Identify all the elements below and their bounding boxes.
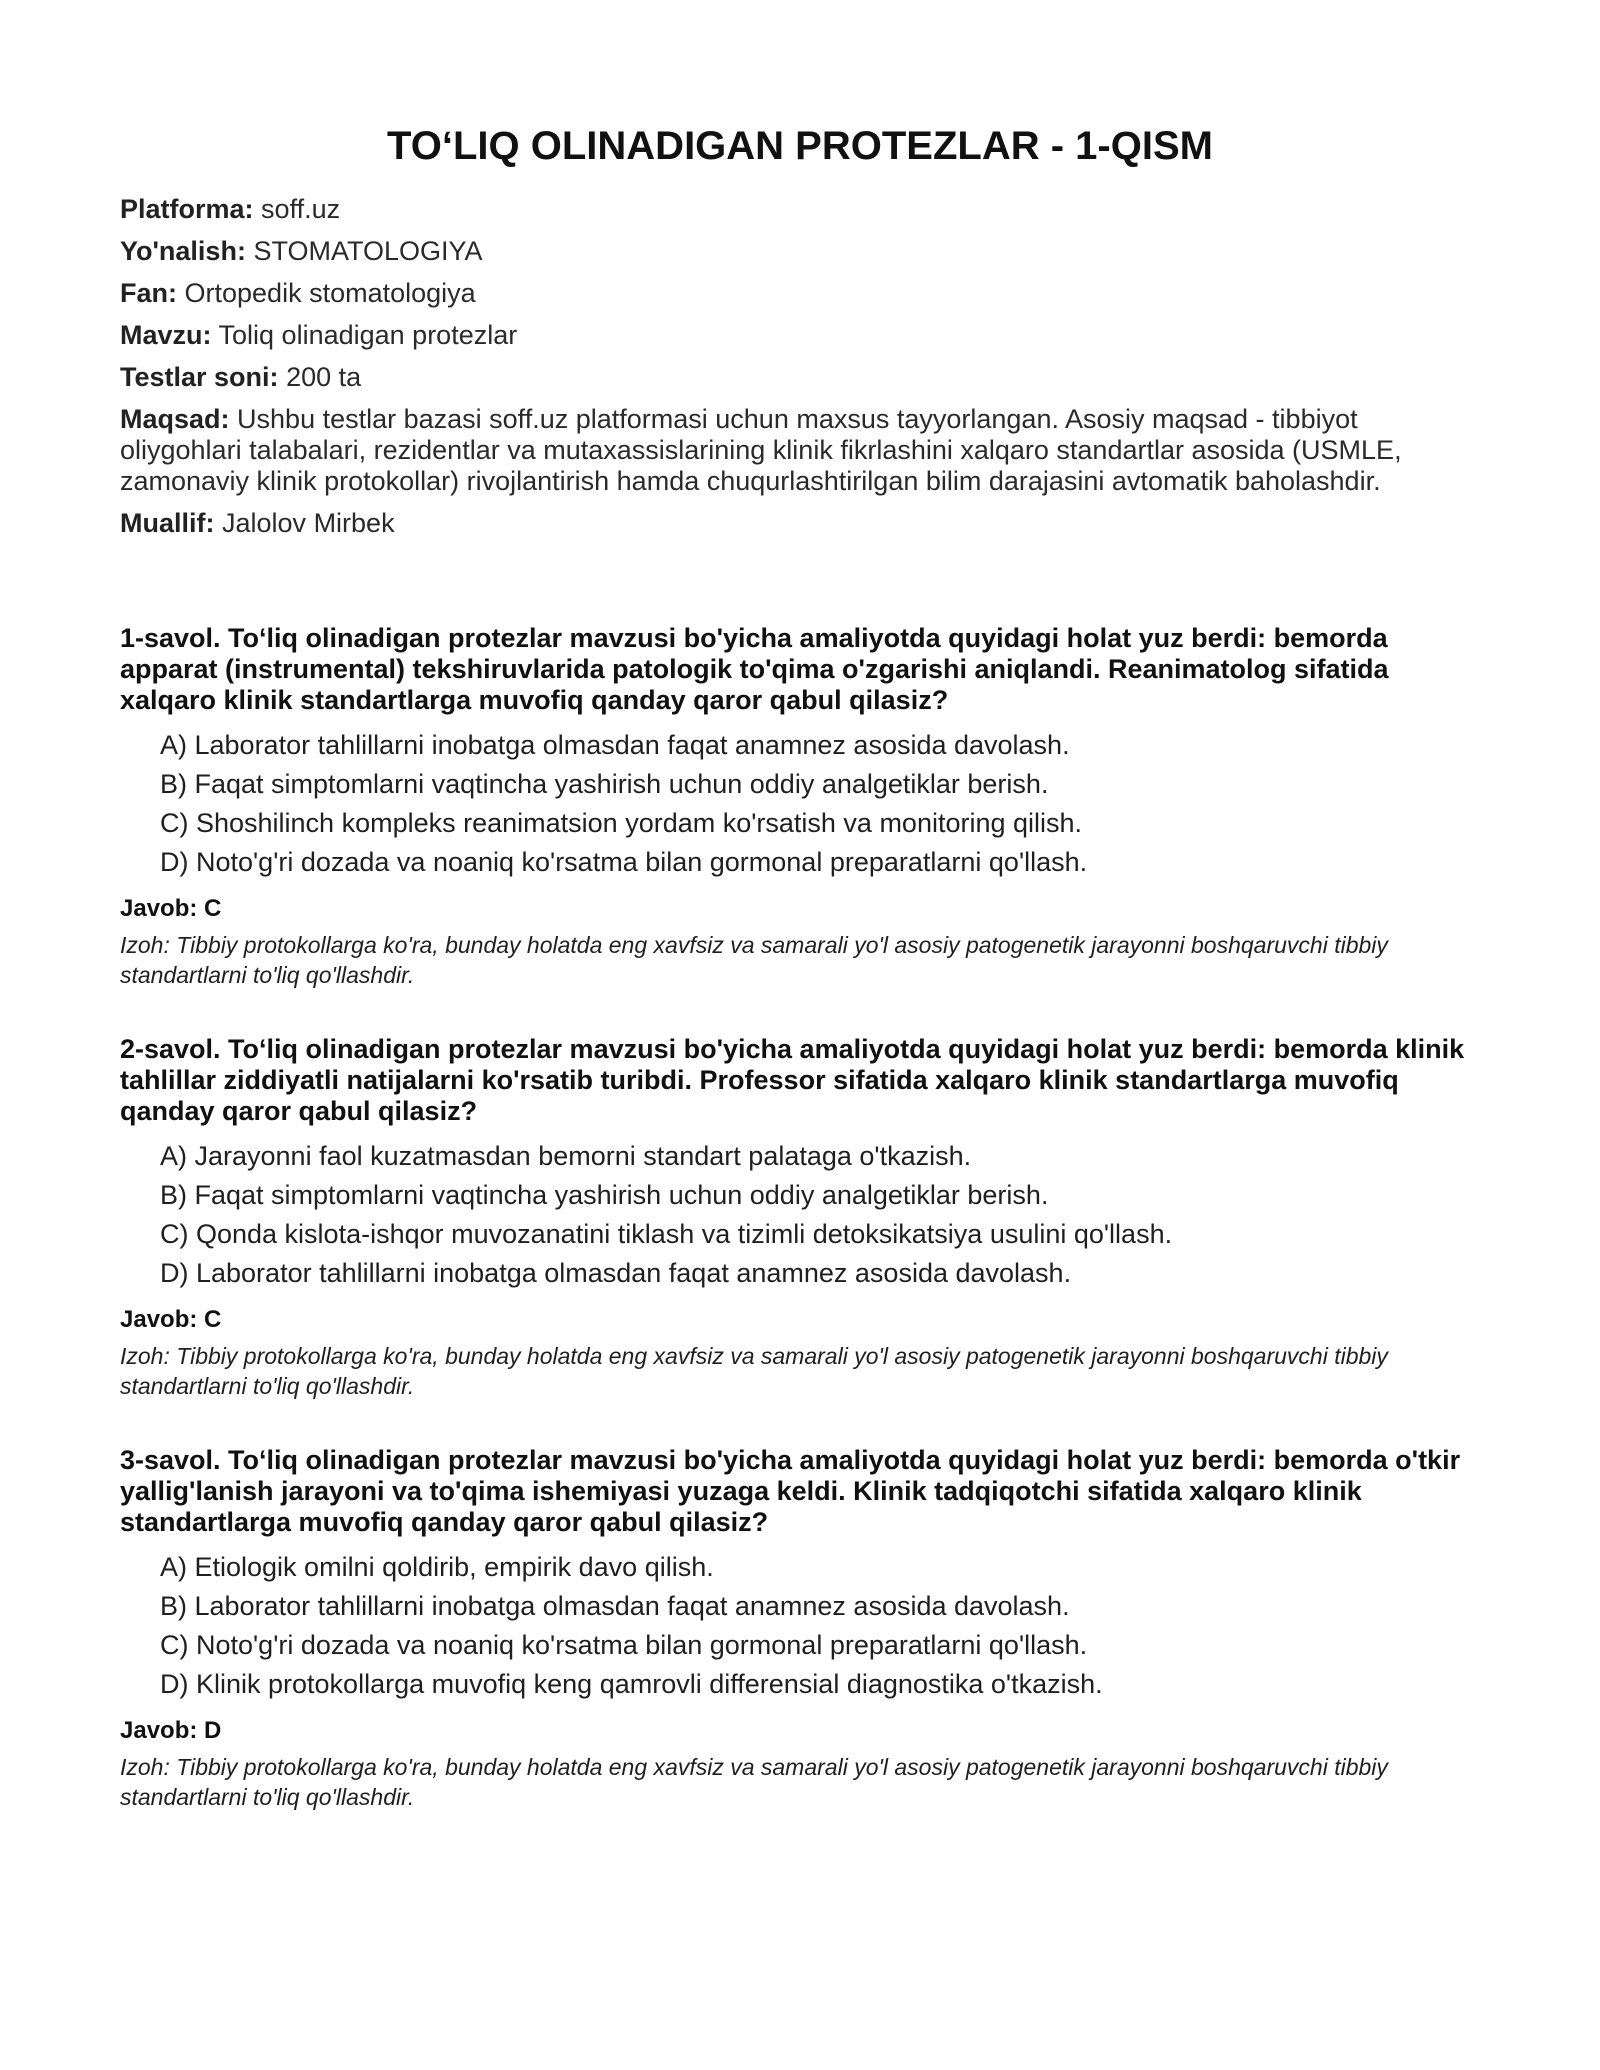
- explanation: Izoh: Tibbiy protokollarga ko'ra, bunday holatda eng xavfsiz va samarali yo'l asosiy patogenetik jarayonni boshqaruvchi tibbiy standartlarni to'liq qo'llashdir.: [120, 932, 1388, 988]
- option-d: D) Klinik protokollarga muvofiq keng qamrovli differensial diagnostika o'tkazish.: [160, 1669, 1103, 1699]
- meta-testlar-soni: [120, 362, 1480, 393]
- answer-options: [120, 1548, 1480, 1704]
- explanation: Izoh: Tibbiy protokollarga ko'ra, bunday holatda eng xavfsiz va samarali yo'l asosiy patogenetik jarayonni boshqaruvchi tibbiy standartlarni to'liq qo'llashdir.: [120, 1343, 1388, 1399]
- option-b: B) Laborator tahlillarni inobatga olmasdan faqat anamnez asosida davolash.: [160, 1591, 1070, 1621]
- answer-key: Javob: D: [120, 1717, 222, 1744]
- meta-maqsad: [120, 404, 1480, 497]
- option-a: A) Etiologik omilni qoldirib, empirik davo qilish.: [160, 1552, 714, 1582]
- question-text: 1-savol. To‘liq olinadigan protezlar mavzusi bo'yicha amaliyotda quyidagi holat yuz berdi: bemorda apparat (instrumental) tekshiruvlarida patologik to'qima o'zgarishi aniqlandi. Reanimatolog sifatida xalqaro klinik standartlarga muvofiq qanday qaror qabul qilasiz?: [120, 623, 1389, 715]
- document-metadata: [120, 194, 1480, 539]
- meta-value: STOMATOLOGIYA: [253, 236, 483, 266]
- question-text: 2-savol. To‘liq olinadigan protezlar mavzusi bo'yicha amaliyotda quyidagi holat yuz berdi: bemorda klinik tahlillar ziddiyatli natijalarni ko'rsatib turibdi. Professor sifatida xalqaro klinik standartlarga muvofiq qanday qaror qabul qilasiz?: [120, 1034, 1465, 1126]
- question-3: [120, 1445, 1480, 1812]
- meta-value: Ushbu testlar bazasi soff.uz platformasi uchun maxsus tayyorlangan. Asosiy maqsad - tibbiyot oliygohlari talabalari, rezidentlar va mutaxassislarining klinik fikrlashini xalqaro standartlar asosida (USMLE, zamonaviy klinik protokollar) rivojlantirish hamda chuqurlashtirilgan bilim darajasini avtomatik baholashdir.: [120, 404, 1402, 496]
- question-text: 3-savol. To‘liq olinadigan protezlar mavzusi bo'yicha amaliyotda quyidagi holat yuz berdi: bemorda o'tkir yallig'lanish jarayoni va to'qima ishemiyasi yuzaga keldi. Klinik tadqiqotchi sifatida xalqaro klinik standartlarga muvofiq qanday qaror qabul qilasiz?: [120, 1445, 1461, 1537]
- meta-fan: [120, 278, 1480, 309]
- option-c: C) Noto'g'ri dozada va noaniq ko'rsatma bilan gormonal preparatlarni qo'llash.: [160, 1630, 1088, 1660]
- option-b: B) Faqat simptomlarni vaqtincha yashirish uchun oddiy analgetiklar berish.: [160, 1180, 1049, 1210]
- meta-muallif: [120, 508, 1480, 539]
- meta-key: Mavzu:: [120, 320, 212, 350]
- meta-mavzu: [120, 320, 1480, 351]
- option-a: A) Laborator tahlillarni inobatga olmasdan faqat anamnez asosida davolash.: [160, 730, 1070, 760]
- meta-key: Platforma:: [120, 194, 254, 224]
- answer-key: Javob: C: [120, 1306, 222, 1333]
- meta-key: Testlar soni:: [120, 362, 279, 392]
- meta-key: Muallif:: [120, 508, 215, 538]
- meta-yonalish: [120, 236, 1480, 267]
- option-a: A) Jarayonni faol kuzatmasdan bemorni standart palataga o'tkazish.: [160, 1141, 972, 1171]
- meta-value: Jalolov Mirbek: [222, 508, 395, 538]
- meta-key: Fan:: [120, 278, 177, 308]
- answer-options: [120, 1137, 1480, 1293]
- meta-key: Yo'nalish:: [120, 236, 246, 266]
- meta-value: 200 ta: [286, 362, 362, 392]
- explanation: Izoh: Tibbiy protokollarga ko'ra, bunday holatda eng xavfsiz va samarali yo'l asosiy patogenetik jarayonni boshqaruvchi tibbiy standartlarni to'liq qo'llashdir.: [120, 1754, 1388, 1810]
- meta-value: soff.uz: [261, 194, 341, 224]
- option-c: C) Qonda kislota-ishqor muvozanatini tiklash va tizimli detoksikatsiya usulini qo'llash.: [160, 1219, 1173, 1249]
- question-2: [120, 1034, 1480, 1401]
- answer-options: [120, 726, 1480, 882]
- meta-value: Toliq olinadigan protezlar: [218, 320, 518, 350]
- meta-value: Ortopedik stomatologiya: [184, 278, 476, 308]
- meta-key: Maqsad:: [120, 404, 230, 434]
- question-1: [120, 623, 1480, 990]
- option-d: D) Noto'g'ri dozada va noaniq ko'rsatma bilan gormonal preparatlarni qo'llash.: [160, 847, 1088, 877]
- document-page: [120, 118, 1480, 1856]
- option-c: C) Shoshilinch kompleks reanimatsion yordam ko'rsatish va monitoring qilish.: [160, 808, 1083, 838]
- document-title: TO‘LIQ OLINADIGAN PROTEZLAR - 1-QISM: [387, 124, 1213, 168]
- meta-platforma: [120, 194, 1480, 225]
- option-d: D) Laborator tahlillarni inobatga olmasdan faqat anamnez asosida davolash.: [160, 1258, 1072, 1288]
- answer-key: Javob: C: [120, 895, 222, 922]
- option-b: B) Faqat simptomlarni vaqtincha yashirish uchun oddiy analgetiklar berish.: [160, 769, 1049, 799]
